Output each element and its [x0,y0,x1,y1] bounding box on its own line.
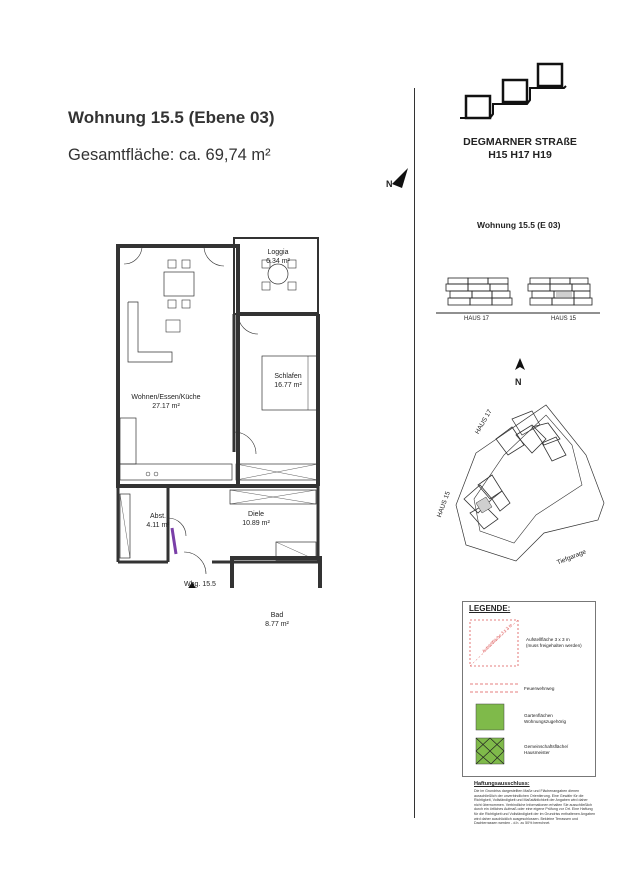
room-schlafen-area: 16.77 m² [274,382,302,389]
legend-item-4-line2: Hausmeister [524,750,550,755]
divider-line [414,88,415,818]
legend-item-3 [524,713,566,725]
room-bad-name: Bad [270,612,284,619]
room-loggia [258,248,298,266]
elevation-haus15: HAUS 15 [551,316,577,322]
room-abst [140,512,176,530]
legend-title: LEGENDE: [469,604,511,613]
room-diele [234,510,278,528]
logo-houses: H15 H17 H19 [488,149,552,161]
legend-item-1 [526,637,582,649]
elevation-haus17: HAUS 17 [464,316,490,322]
site-plan [436,395,616,570]
north-arrow-icon [510,356,530,376]
siteplan-haus15: HAUS 15 [436,490,452,519]
legend-item-3-line2: Wohnungszugehörig [524,719,567,724]
siteplan-garage: Tiefgarage [556,548,588,567]
room-schlafen-name: Schlafen [274,373,302,380]
room-loggia-name: Loggia [267,249,289,256]
total-area: Gesamtfläche: ca. 69,74 m² [68,146,271,164]
room-wohnen-area: 27.17 m² [152,403,180,410]
room-diele-area: 10.89 m² [242,520,270,527]
room-diele-name: Diele [248,511,264,518]
room-abst-area: 4.11 m² [146,522,170,529]
entrance-label: Whg. 15.5 [184,581,216,588]
legend-item-1-line1: Aufstellfläche 3 x 3 m [526,637,570,642]
building-elevation [430,268,610,328]
north-label: N [386,179,393,189]
legend-item-3-line1: Gartenflächen [524,713,553,718]
disclaimer-text: Die im Grundriss dargestellten Maße und Flächenangaben dienen ausschließlich der unverbindlichen Orientierung. Eine Gewähr für die Richtigkeit, Vollständigkeit und Maßstäblichkeit der Angaben wird daher nicht übernommen. Verbindliche Informationen erhalten Sie ausschließlich durch ein örtliches Aufmaß oder eine eigene Prüfung vor Ort. Eine Haftung für die Richtigkeit und Vollständigkeit der im Grundriss enthaltenen Angaben wird daher ausdrücklich ausgeschlossen. Bekleine Terrassen und Dachterrassen werden - d.h. zu 50% berechnet. [474,789,596,826]
legend-item1-diag: Aufstellfläche 3 x 3 m [481,622,514,654]
room-bad-area: 8.77 m² [265,621,289,628]
legend-item-4-line1: Gemeinschaftsfläche/ [524,744,569,749]
room-schlafen [260,372,316,390]
logo-icon [460,60,580,130]
unit-label: Wohnung 15.5 (E 03) [477,220,561,230]
room-wohnen-name: Wohnen/Essen/Küche [131,394,201,401]
page-title: Wohnung 15.5 (Ebene 03) [68,108,275,127]
siteplan-haus17: HAUS 17 [474,408,494,436]
logo-street: DEGMARNER STRAßE [463,136,577,148]
legend-item-4 [524,744,568,756]
siteplan-north-label: N [515,377,522,387]
room-abst-name: Abst. [150,513,166,520]
logo-text [450,136,590,162]
legend-item-2: Feuerwehrweg [524,686,555,691]
room-wohnen [118,393,214,411]
room-bad [258,611,296,629]
legend-item-1-line2: (muss freigehalten werden) [526,643,582,648]
disclaimer-title: Haftungsausschluss: [474,781,530,787]
room-loggia-area: 6.34 m² [266,258,290,265]
